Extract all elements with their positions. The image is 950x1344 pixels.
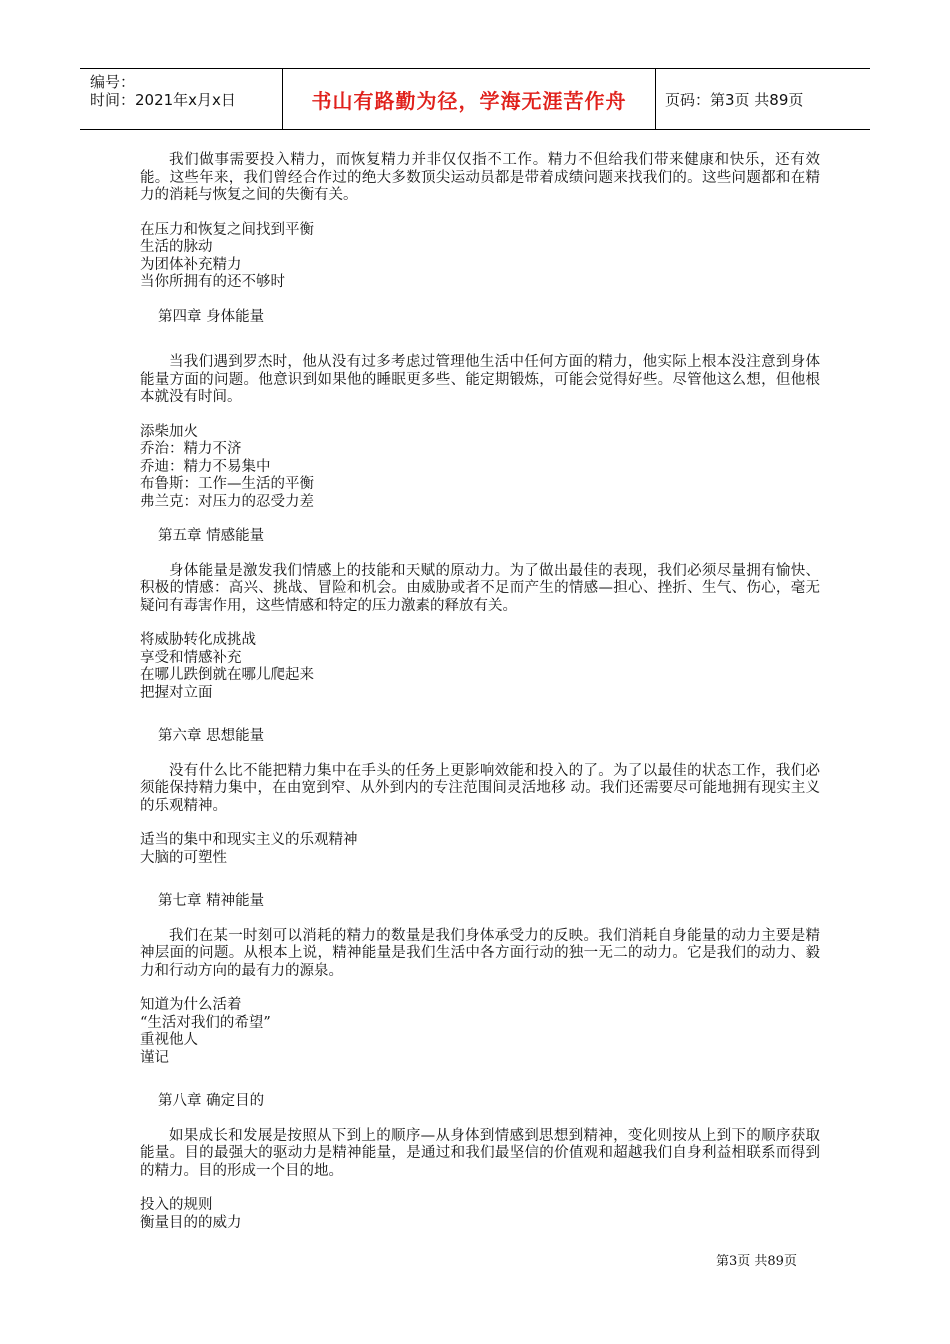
header-left-cell: [80, 69, 282, 129]
topic-list-item: 把握对立面: [140, 684, 213, 701]
chapter-heading: 第四章 身体能量: [158, 308, 265, 325]
topic-list-item: 投入的规则: [140, 1197, 213, 1213]
header-right-cell: [655, 69, 870, 129]
body-paragraph: 我们做事需要投入精力，而恢复精力并非仅仅指不工作。精力不但给我们带来健康和快乐，还有效能。这些年来，我们曾经合作过的绝大多数顶尖运动员都是带着成绩问题来找我们的。这些问题都和在精力的消耗与恢复之间的失衡有关。: [140, 152, 820, 203]
chapter-heading: 第五章 情感能量: [158, 528, 265, 544]
topic-list-item: 在压力和恢复之间找到平衡: [140, 221, 314, 238]
topic-list-item: 添柴加火: [140, 423, 198, 440]
topic-list-item: “生活对我们的希望”: [140, 1014, 271, 1031]
topic-list-item: 生活的脉动: [140, 239, 213, 255]
body-paragraph: 没有什么比不能把精力集中在手头的任务上更影响效能和投入的了。为了以最佳的状态工作，我们必须能保持精力集中，在由宽到窄、从外到内的专注范围间灵活地移 动。我们还需要尽可能地拥有现实主义的乐观精神。: [140, 762, 820, 814]
section-topic-list: [140, 632, 820, 702]
page-footer: 第3页 共89页: [716, 1254, 797, 1269]
topic-list-item: 衡量目的的威力: [140, 1214, 242, 1231]
topic-list-item: 弗兰克：对压力的忍受力差: [140, 493, 314, 510]
topic-list-item: 将威胁转化成挑战: [140, 632, 256, 648]
topic-list-item: 为团体补充精力: [140, 256, 242, 273]
topic-list-item: 布鲁斯：工作—生活的平衡: [140, 476, 314, 492]
document-body: [140, 152, 820, 1232]
section-topic-list: [140, 997, 820, 1067]
section-topic-list: [140, 1197, 820, 1232]
document-time-label: 时间：2021年x月x日: [90, 91, 236, 109]
body-paragraph: 身体能量是激发我们情感上的技能和天赋的原动力。为了做出最佳的表现，我们必须尽量拥有愉快、积极的情感：高兴、挑战、冒险和机会。由威胁或者不足而产生的情感—担心、挫折、生气、伤心，毫无疑问有毒害作用，这些情感和特定的压力激素的释放有关。: [140, 562, 820, 614]
chapter-heading: 第八章 确定目的: [158, 1093, 265, 1109]
topic-list-item: 适当的集中和现实主义的乐观精神: [140, 832, 358, 848]
section-topic-list: [140, 424, 820, 512]
topic-list-item: 知道为什么活着: [140, 997, 242, 1013]
header-page-number: 页码：第3页 共89页: [665, 90, 804, 109]
page-header: [80, 68, 870, 130]
body-paragraph: 如果成长和发展是按照从下到上的顺序—从身体到情感到思想到精神，变化则按从上到下的顺序获取能量。目的最强大的驱动力是精神能量，是通过和我们最坚信的价值观和超越我们自身利益相联系而得到的精力。目的形成一个目的地。: [140, 1127, 820, 1179]
chapter-heading: 第六章 思想能量: [158, 728, 265, 744]
document-number-label: 编号：: [90, 73, 136, 91]
topic-list-item: 重视他人: [140, 1032, 198, 1048]
topic-list-item: 乔迪：精力不易集中: [140, 458, 271, 475]
body-paragraph: 我们在某一时刻可以消耗的精力的数量是我们身体承受力的反映。我们消耗自身能量的动力主要是精神层面的问题。从根本上说，精神能量是我们生活中各方面行动的独一无二的动力。它是我们的动力、毅力和行动方向的最有力的源泉。: [140, 927, 820, 979]
header-motto-cell: [282, 69, 656, 129]
topic-list-item: 大脑的可塑性: [140, 849, 227, 866]
body-paragraph: 当我们遇到罗杰时，他从没有过多考虑过管理他生活中任何方面的精力，他实际上根本没注意到身体能量方面的问题。他意识到如果他的睡眠更多些、能定期锻炼，可能会觉得好些。尽管他这么想，但他根本就没有时间。: [140, 354, 820, 405]
topic-list-item: 在哪儿跌倒就在哪儿爬起来: [140, 667, 314, 683]
topic-list-item: 谨记: [140, 1049, 169, 1066]
section-topic-list: [140, 222, 820, 292]
topic-list-item: 享受和情感补充: [140, 649, 242, 666]
chapter-heading: 第七章 精神能量: [158, 893, 265, 909]
section-topic-list: [140, 832, 820, 867]
topic-list-item: 乔治：精力不济: [140, 441, 242, 457]
header-motto: 书山有路勤为径，学海无涯苦作舟: [311, 88, 627, 113]
topic-list-item: 当你所拥有的还不够时: [140, 274, 285, 290]
